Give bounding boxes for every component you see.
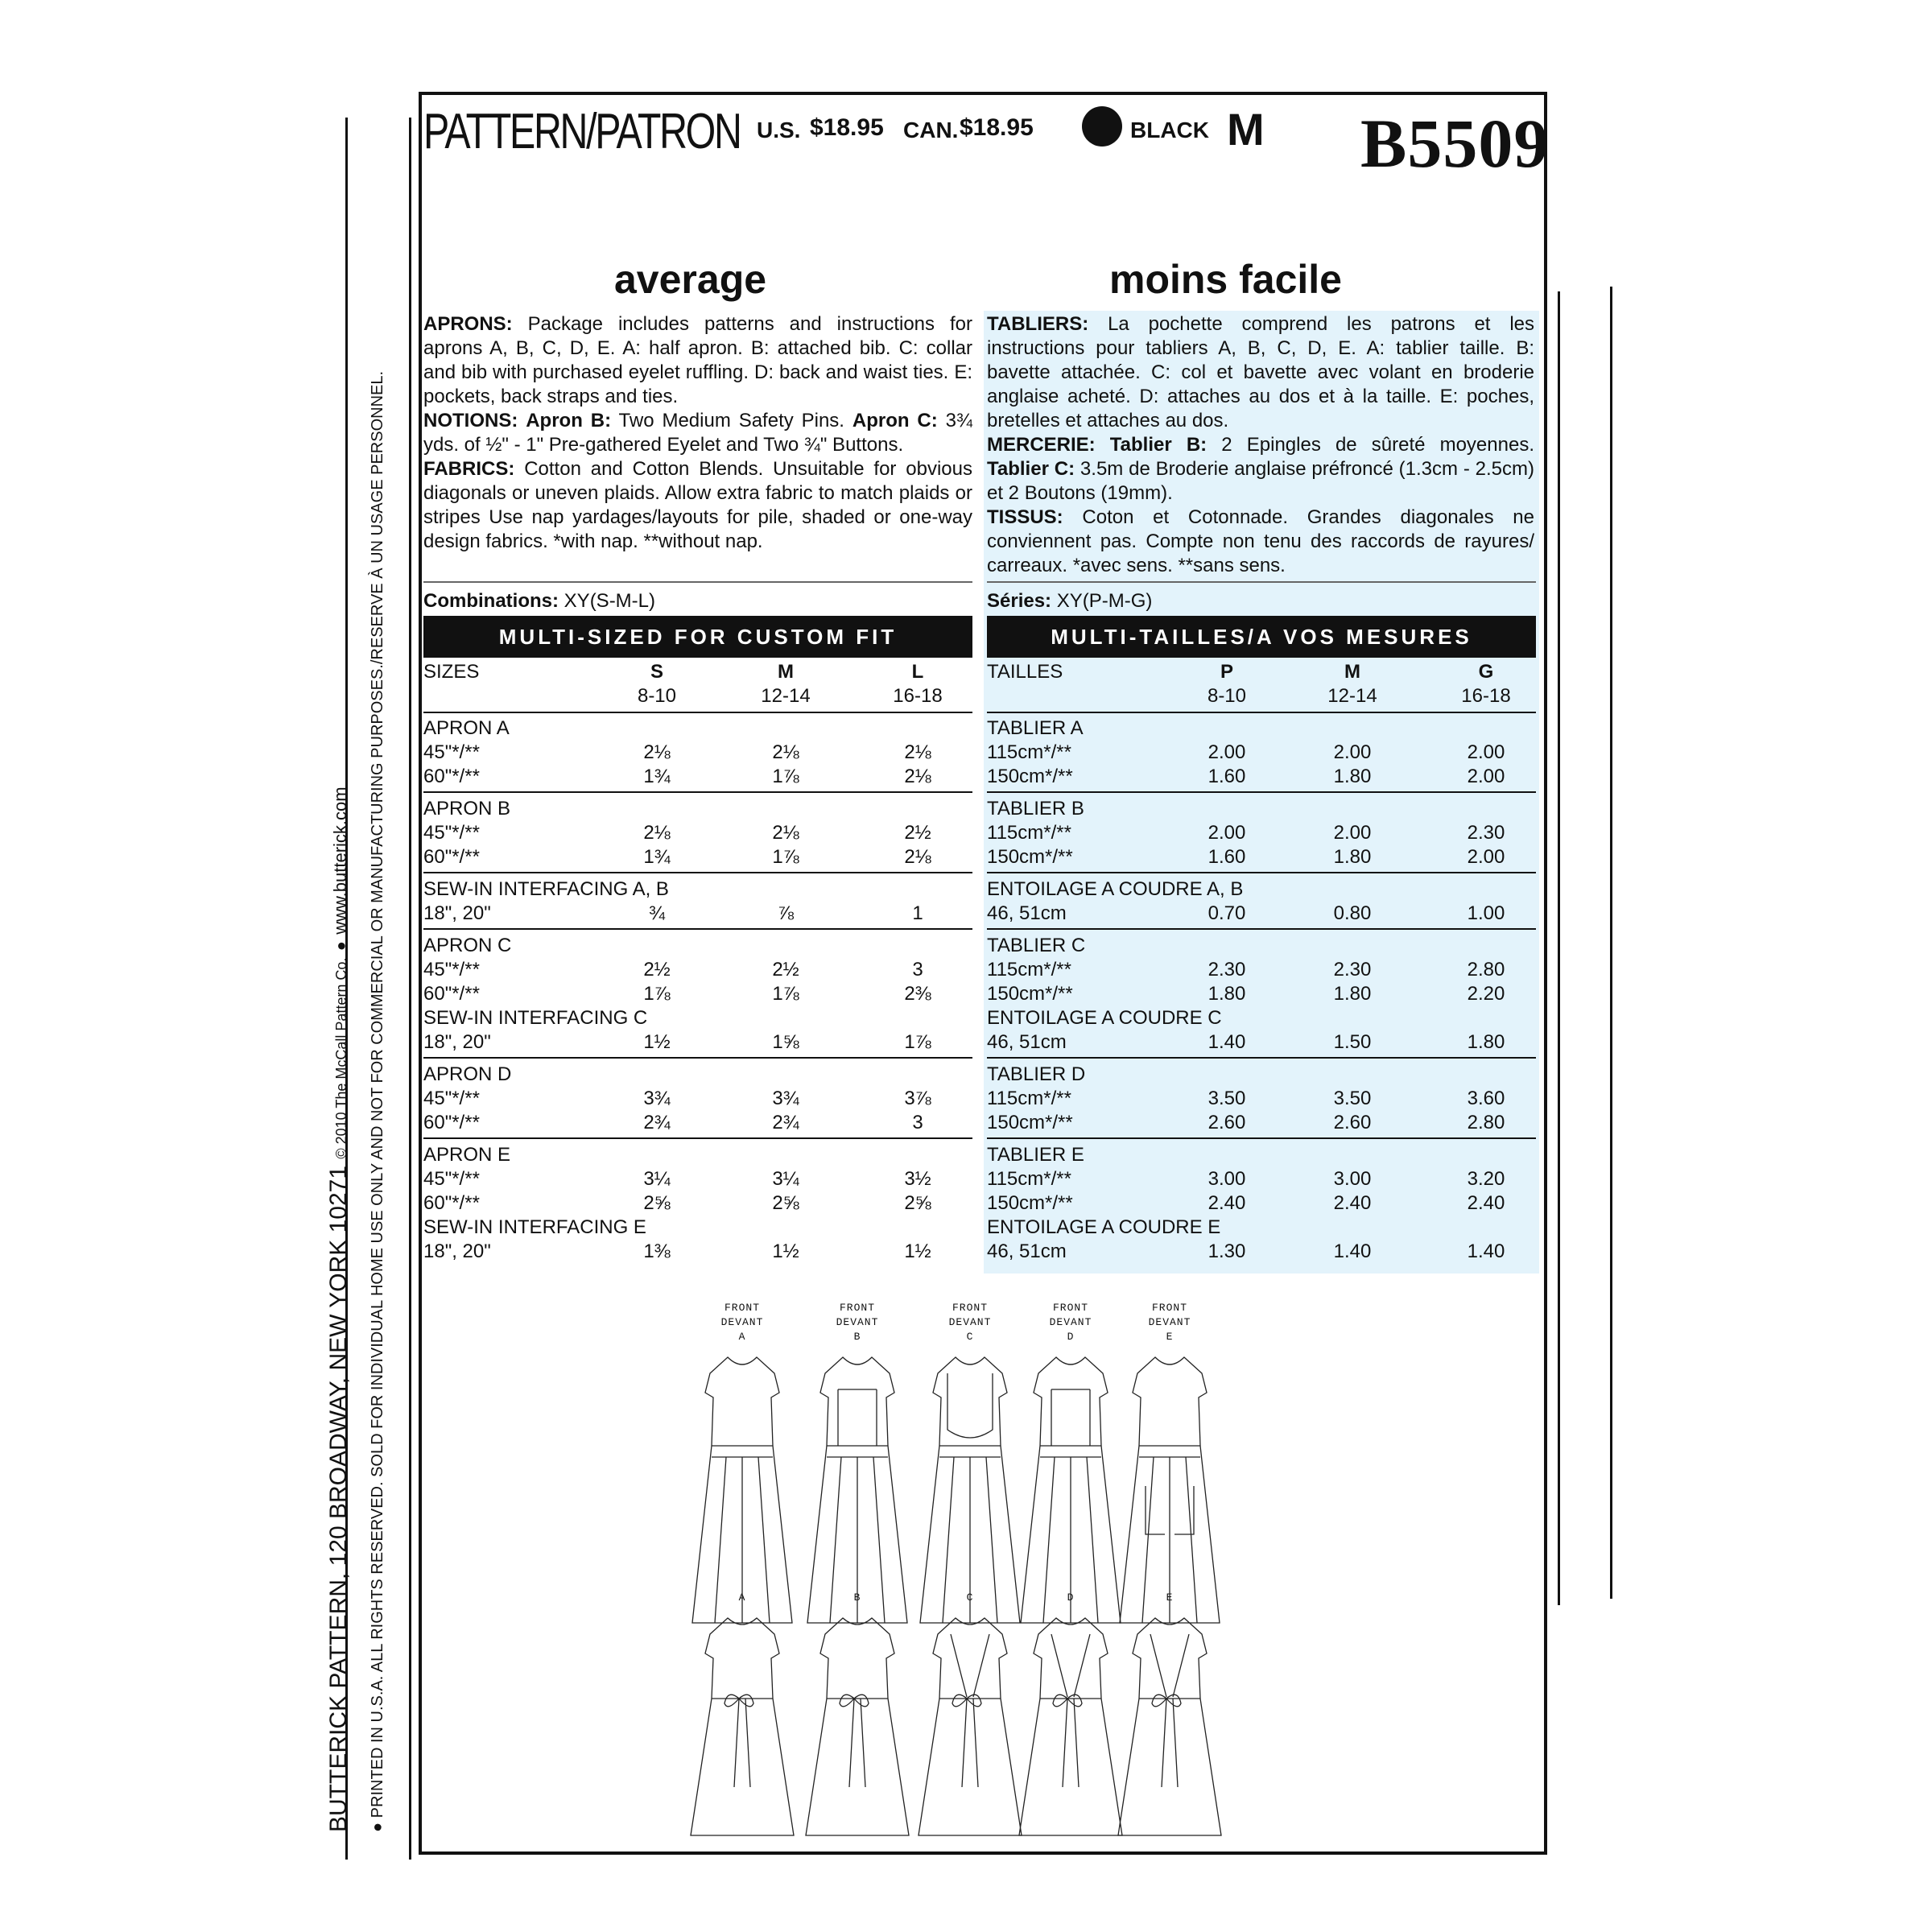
size-code: L [911,661,924,683]
row-value: 1.40 [1333,1241,1372,1262]
caption-front-en: FRONT [724,1302,761,1314]
row-label: 60"*/** [423,766,480,787]
row-value: 2.00 [1208,822,1246,844]
row-value: 3¾ [643,1088,671,1109]
row-value: 2.00 [1208,741,1246,763]
row-label: 60"*/** [423,846,480,868]
divider-en [423,581,972,583]
row-value: 1.60 [1208,846,1246,868]
size-range: 16-18 [1461,685,1511,707]
caption-front-en: FRONT [1052,1302,1089,1314]
row-label: 115cm*/** [987,822,1071,844]
aprons-text: Package includes patterns and instructions for aprons A, B, C, D, E. A: half apron. B: attached bib. C: collar and bib with purchased eyelet ruffling. D: back and waist ties. E: pockets, back straps and ties. [423,313,972,407]
series-line [987,589,1152,613]
back-tie-bow [939,1695,1001,1787]
row-value: 3.50 [1208,1088,1246,1109]
back-figure-outline [691,1618,794,1835]
apron-illustrations [676,1296,1240,1843]
size-code: P [1220,661,1233,683]
row-label: 150cm*/** [987,846,1073,868]
series-value: XY(P-M-G) [1056,590,1153,612]
bullet-icon: ● [369,1822,386,1832]
back-straps [1150,1634,1189,1697]
back-tie-bow [1040,1695,1101,1787]
row-value: 1¾ [643,766,671,787]
row-value: 2.60 [1208,1112,1246,1133]
mercerie-b-text: 2 Epingles de sûreté moyennes. [1221,434,1534,456]
size-code: M [1344,661,1360,683]
row-label: 150cm*/** [987,1112,1073,1133]
row-value: 1⅞ [772,846,799,868]
row-value: 2.00 [1333,741,1372,763]
row-value: 1.80 [1333,983,1372,1005]
tissus-text: Coton et Cotonnade. Grandes diagonales ne conviennent pas. Compte non tenu des raccords de rayures/ carreaux. *avec sens. **sans sens. [987,506,1534,576]
row-value: 3¾ [772,1088,799,1109]
row-label: TABLIER C [987,935,1086,956]
row-value: 2.20 [1467,983,1505,1005]
skirt-fold-lines [1043,1457,1098,1623]
color-label: BLACK [1130,118,1209,142]
row-label: APRON C [423,935,512,956]
row-value: 3.00 [1333,1168,1372,1190]
row-value: 1½ [772,1241,799,1262]
row-value: 1⅝ [772,1031,799,1053]
table-divider [423,928,972,930]
row-value: 1.40 [1208,1031,1246,1053]
row-value: 2.00 [1467,766,1505,787]
row-value: 2¾ [643,1112,671,1133]
row-value: 2.80 [1467,1112,1505,1133]
bullet-icon: ● [332,941,350,952]
size-range: 12-14 [1327,685,1377,707]
row-label: 45"*/** [423,741,480,763]
row-value: 2⅛ [772,822,799,844]
banner-fr: MULTI-TAILLES/A VOS MESURES [987,616,1536,658]
row-label: 60"*/** [423,983,480,1005]
skirt-fold-lines [943,1457,997,1623]
row-value: ¾ [648,902,665,924]
size-range: 12-14 [761,685,811,707]
skirt-fold-lines [830,1457,885,1623]
row-value: 2.00 [1333,822,1372,844]
side-rights-line [369,371,387,1832]
row-label: 150cm*/** [987,766,1073,787]
pattern-number: B5509 [1360,105,1550,182]
difficulty-en: average [614,257,767,302]
size-code: S [650,661,663,683]
side-publisher-line [325,786,353,1832]
back-tie-bow [1139,1695,1200,1787]
tabliers-label: TABLIERS: [987,313,1089,335]
row-label: 46, 51cm [987,1031,1067,1053]
row-value: 2⅛ [904,766,931,787]
back-figure-outline [806,1618,909,1835]
row-label: ENTOILAGE A COUDRE E [987,1216,1221,1238]
table-divider [987,1057,1536,1059]
row-value: 1.80 [1467,1031,1505,1053]
skirt-fold-lines [715,1457,770,1623]
row-value: 1.00 [1467,902,1505,924]
row-label: TABLIER E [987,1144,1084,1166]
skirt-fold-lines [1142,1457,1197,1623]
row-value: 1⅜ [643,1241,671,1262]
ruffle-bib-outline [947,1373,993,1438]
back-straps [1051,1634,1090,1697]
row-label: 45"*/** [423,1088,480,1109]
row-value: 0.70 [1208,902,1246,924]
row-value: 3⅞ [904,1088,931,1109]
row-value: 3¼ [643,1168,671,1190]
row-value: 2⅜ [904,983,931,1005]
row-value: 1.40 [1467,1241,1505,1262]
notions-label: NOTIONS: [423,410,518,431]
row-value: 2½ [904,822,931,844]
row-value: 3 [912,1112,923,1133]
size-range: 16-18 [893,685,943,707]
row-value: 2.00 [1467,741,1505,763]
row-label: 115cm*/** [987,1168,1071,1190]
row-value: 3.60 [1467,1088,1505,1109]
row-value: 2½ [643,959,671,980]
fabrics-text: Cotton and Cotton Blends. Unsuitable for obvious diagonals or uneven plaids. Allow extra fabric to match plaids or stripes Use nap yardages/layouts for pile, shaded or one-way design fabrics. *with nap. **without nap. [423,458,972,552]
row-value: 2.40 [1467,1192,1505,1214]
aprons-label: APRONS: [423,313,513,335]
caption-back-view-letter: D [1067,1591,1075,1604]
tabliers-text: La pochette comprend les patrons et les instructions pour tabliers A, B, C, D, E. A: tablier taille. B: bavette attachée. C: col et bavette avec volant en broderie anglaise acheté. D: attaches au dos et à la taille. E: poches, bretelles et attaches au dos. [987,313,1534,431]
row-label: 46, 51cm [987,1241,1067,1262]
row-label: 115cm*/** [987,741,1071,763]
row-label: ENTOILAGE A COUDRE A, B [987,878,1244,900]
row-value: 2⅛ [643,741,671,763]
bib-outline [838,1389,877,1446]
row-value: 2.40 [1208,1192,1246,1214]
row-value: 1⅞ [643,983,671,1005]
caption-view-letter: C [966,1331,974,1343]
caption-view-letter: A [738,1331,746,1343]
right-rule-1 [1558,291,1560,1605]
notions-b-text: Two Medium Safety Pins. [618,410,844,431]
table-divider [987,791,1536,793]
row-label: 115cm*/** [987,959,1071,980]
row-value: 2⅝ [643,1192,671,1214]
table-divider [987,928,1536,930]
row-label: TABLIER A [987,717,1084,739]
row-value: 2⅝ [772,1192,799,1214]
fabrics-label: FABRICS: [423,458,515,480]
row-label: 115cm*/** [987,1088,1071,1109]
row-value: 3.50 [1333,1088,1372,1109]
bib-outline [1051,1389,1090,1446]
row-value: 1.80 [1208,983,1246,1005]
row-label: 45"*/** [423,1168,480,1190]
row-value: 2⅛ [904,846,931,868]
left-rule-2 [409,118,411,1860]
pattern-label: PATTERN/PATRON [423,104,741,159]
row-value: 2⅛ [904,741,931,763]
row-label: 18", 20" [423,1241,491,1262]
waistband-line [1139,1446,1200,1457]
row-value: 3.20 [1467,1168,1505,1190]
row-value: 2.80 [1467,959,1505,980]
row-value: 2.30 [1333,959,1372,980]
caption-front-fr: DEVANT [1148,1316,1191,1328]
mercerie-label: MERCERIE: [987,434,1096,456]
mercerie-c-text: 3.5m de Broderie anglaise préfroncé (1.3cm - 2.5cm) et 2 Boutons (19mm). [987,458,1535,504]
divider-fr [987,581,1536,583]
combinations-value: XY(S-M-L) [564,590,656,612]
sizes-label: TAILLES [987,661,1063,683]
caption-front-en: FRONT [839,1302,876,1314]
row-value: 1.80 [1333,766,1372,787]
caption-front-en: FRONT [1151,1302,1188,1314]
row-value: 1¾ [643,846,671,868]
us-price: $18.95 [810,114,884,141]
caption-front-fr: DEVANT [836,1316,879,1328]
table-divider [423,872,972,873]
row-value: 2.40 [1333,1192,1372,1214]
row-value: 1 [912,902,923,924]
row-label: APRON A [423,717,510,739]
row-value: 1.60 [1208,766,1246,787]
row-value: 3½ [904,1168,931,1190]
color-dot-icon [1082,106,1122,147]
back-figure-outline [1118,1618,1221,1835]
row-value: 2.30 [1208,959,1246,980]
publisher-text: BUTTERICK PATTERN, 120 BROADWAY, NEW YORK 10271 [325,1165,352,1832]
row-label: 45"*/** [423,959,480,980]
row-value: 2.60 [1333,1112,1372,1133]
caption-back-view-letter: C [966,1591,974,1604]
back-figure-outline [1019,1618,1122,1835]
row-value: 2⅛ [643,822,671,844]
waistband-line [939,1446,1001,1457]
row-label: 60"*/** [423,1112,480,1133]
combinations-line [423,589,655,613]
tissus-label: TISSUS: [987,506,1063,528]
size-label: M [1227,104,1265,155]
caption-front-fr: DEVANT [1049,1316,1092,1328]
row-label: 150cm*/** [987,1192,1073,1214]
table-divider [987,712,1536,713]
back-tie-bow [712,1695,773,1787]
notions-c-text: 3¾ yds. of ½" - 1" Pre-gathered Eyelet and Two ¾" Buttons. [423,410,973,456]
table-divider [987,1137,1536,1139]
row-label: APRON B [423,798,511,819]
caption-front-fr: DEVANT [720,1316,764,1328]
size-range: 8-10 [1207,685,1247,707]
copyright-text: © 2010 The McCall Pattern Co. [333,957,349,1159]
row-label: 45"*/** [423,822,480,844]
combinations-label: Combinations: [423,590,559,612]
caption-view-letter: D [1067,1331,1075,1343]
sizes-label: SIZES [423,661,480,683]
row-value: 1⅞ [772,766,799,787]
row-label: 46, 51cm [987,902,1067,924]
row-value: 1.80 [1333,846,1372,868]
row-label: APRON E [423,1144,511,1166]
row-value: 1½ [643,1031,671,1053]
back-tie-bow [827,1695,888,1787]
row-value: 2½ [772,959,799,980]
table-divider [423,1137,972,1139]
row-value: 2.30 [1467,822,1505,844]
row-value: 3¼ [772,1168,799,1190]
row-label: 18", 20" [423,1031,491,1053]
caption-view-letter: B [853,1331,861,1343]
right-rule-2 [1610,287,1612,1599]
row-value: 3 [912,959,923,980]
caption-front-en: FRONT [952,1302,989,1314]
row-value: 3.00 [1208,1168,1246,1190]
row-value: 2.00 [1467,846,1505,868]
row-value: 1.30 [1208,1241,1246,1262]
difficulty-fr: moins facile [1109,257,1342,302]
row-value: 0.80 [1333,902,1372,924]
waistband-line [1040,1446,1101,1457]
size-range: 8-10 [637,685,677,707]
row-label: SEW-IN INTERFACING A, B [423,878,669,900]
rights-text: PRINTED IN U.S.A. ALL RIGHTS RESERVED. SOLD FOR INDIVIDUAL HOME USE ONLY AND NOT FOR COMMERCIAL OR MANUFACTURING PURPOSES./RESERVE À UN USAGE PERSONNEL. [369,370,386,1818]
waistband-line [827,1446,888,1457]
row-value: 1⅞ [772,983,799,1005]
mercerie-c-label: Tablier C: [987,458,1075,480]
row-value: 1½ [904,1241,931,1262]
notions-c-label: Apron C: [852,410,938,431]
caption-back-view-letter: E [1166,1591,1174,1604]
row-value: 2¾ [772,1112,799,1133]
table-divider [423,712,972,713]
waistband-line [712,1446,773,1457]
row-label: 18", 20" [423,902,491,924]
mercerie-b-label: Tablier B: [1109,434,1208,456]
row-label: 60"*/** [423,1192,480,1214]
back-straps [951,1634,989,1697]
row-value: 2⅝ [904,1192,931,1214]
caption-view-letter: E [1166,1331,1174,1343]
row-label: SEW-IN INTERFACING E [423,1216,646,1238]
row-label: APRON D [423,1063,512,1085]
caption-back-view-letter: A [738,1591,746,1604]
table-divider [423,1057,972,1059]
row-value: 2⅛ [772,741,799,763]
french-description [987,312,1534,578]
size-code: M [778,661,794,683]
banner-en: MULTI-SIZED FOR CUSTOM FIT [423,616,972,658]
caption-front-fr: DEVANT [948,1316,992,1328]
row-value: 1.50 [1333,1031,1372,1053]
row-label: SEW-IN INTERFACING C [423,1007,648,1029]
table-divider [423,791,972,793]
row-label: TABLIER B [987,798,1084,819]
row-label: 150cm*/** [987,983,1073,1005]
row-value: ⅞ [777,902,794,924]
url-text: www.butterick.com [330,786,350,935]
series-label: Séries: [987,590,1052,612]
size-code: G [1478,661,1494,683]
us-label: U.S. [757,118,801,142]
caption-back-view-letter: B [853,1591,861,1604]
row-value: 1⅞ [904,1031,931,1053]
table-divider [987,872,1536,873]
can-label: CAN. [903,118,959,142]
english-description [423,312,972,554]
row-label: ENTOILAGE A COUDRE C [987,1007,1222,1029]
notions-b-label: Apron B: [526,410,612,431]
row-label: TABLIER D [987,1063,1086,1085]
back-figure-outline [919,1618,1022,1835]
can-price: $18.95 [960,114,1034,141]
